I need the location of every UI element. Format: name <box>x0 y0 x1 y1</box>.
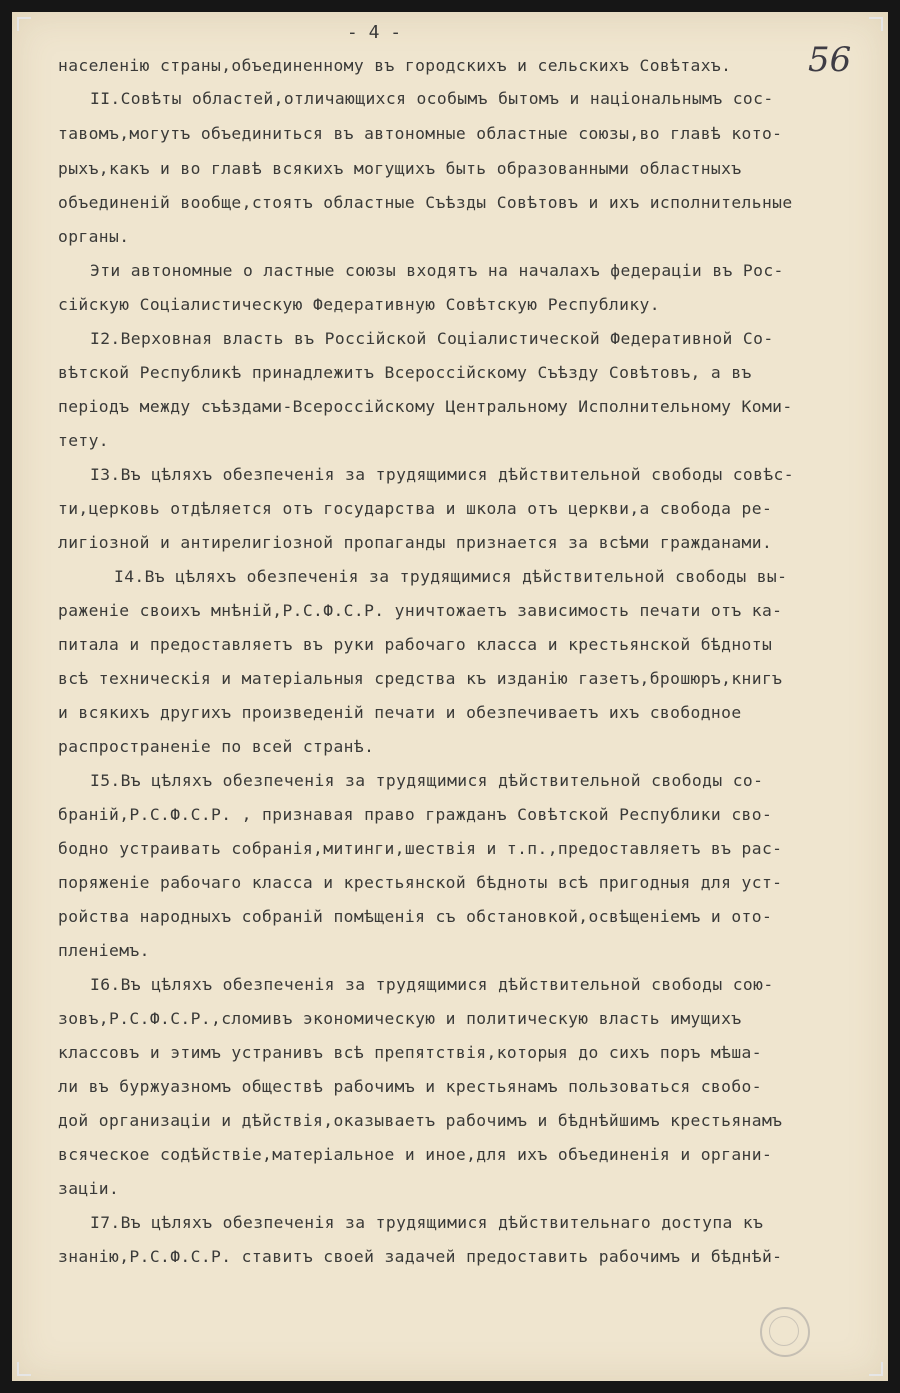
text-line: знанію,Р.С.Ф.С.Р. ставитъ своей задачей предоставить рабочимъ и бѣднѣй- <box>58 1247 783 1266</box>
text-line: органы. <box>58 227 130 246</box>
text-line: тету. <box>58 431 110 450</box>
text-line: лигіозной и антирелигіозной пропаганды признается за всѣми гражданами. <box>58 533 773 552</box>
text-line: рыхъ,какъ и во главѣ всякихъ могущихъ быть образованными областныхъ <box>58 159 742 178</box>
text-line: сійскую Соціалистическую Федеративную Совѣтскую Республику. <box>58 295 660 314</box>
text-line: населенію страны,объединенному въ городскихъ и сельскихъ Совѣтахъ. <box>58 56 732 75</box>
text-line: поряженіе рабочаго класса и крестьянской бѣдноты всѣ пригодныя для уст- <box>58 873 783 892</box>
archive-stamp <box>760 1307 810 1357</box>
crop-mark <box>869 17 883 31</box>
text-line: ти,церковь отдѣляется отъ государства и школа отъ церкви,а свобода ре- <box>58 499 773 518</box>
text-line: I7.Въ цѣляхъ обезпеченія за трудящимися дѣйствительнаго доступа къ <box>90 1213 764 1232</box>
text-line: классовъ и этимъ устранивъ всѣ препятствія,которыя до сихъ поръ мѣша- <box>58 1043 762 1062</box>
text-line: объединеній вообще,стоятъ областные Съѣзды Совѣтовъ и ихъ исполнительные <box>58 193 793 212</box>
page-number: - 4 - <box>346 22 402 43</box>
text-line: I5.Въ цѣляхъ обезпеченія за трудящимися дѣйствительной свободы со- <box>90 771 764 790</box>
text-line: питала и предоставляетъ въ руки рабочаго класса и крестьянской бѣдноты <box>58 635 773 654</box>
text-line: I4.Въ цѣляхъ обезпеченія за трудящимися дѣйствительной свободы вы- <box>114 567 788 586</box>
text-line: и всякихъ другихъ произведеній печати и обезпечиваетъ ихъ свободное <box>58 703 742 722</box>
crop-mark <box>869 1362 883 1376</box>
text-line: распространеніе по всей странѣ. <box>58 737 375 756</box>
text-line: ли въ буржуазномъ обществѣ рабочимъ и крестьянамъ пользоваться свобо- <box>58 1077 762 1096</box>
text-line: зовъ,Р.С.Ф.С.Р.,сломивъ экономическую и политическую власть имущихъ <box>58 1009 742 1028</box>
crop-mark <box>17 1362 31 1376</box>
text-line: раженіе своихъ мнѣній,Р.С.Ф.С.Р. уничтожаетъ зависимость печати отъ ка- <box>58 601 783 620</box>
document-page <box>12 12 888 1381</box>
text-line: ройства народныхъ собраній помѣщенія съ обстановкой,освѣщеніемъ и ото- <box>58 907 773 926</box>
text-line: I3.Въ цѣляхъ обезпеченія за трудящимися дѣйствительной свободы совѣс- <box>90 465 794 484</box>
text-line: всяческое содѣйствіе,матеріальное и иное,для ихъ объединенія и органи- <box>58 1145 773 1164</box>
text-line: I6.Въ цѣляхъ обезпеченія за трудящимися дѣйствительной свободы сою- <box>90 975 774 994</box>
text-line: вѣтской Республикѣ принадлежитъ Всероссійскому Съѣзду Совѣтовъ, а въ <box>58 363 752 382</box>
text-line: заціи. <box>58 1179 120 1198</box>
text-line: тавомъ,могутъ объединиться въ автономные областные союзы,во главѣ кото- <box>58 124 783 143</box>
text-line: I2.Верховная власть въ Россійской Соціалистической Федеративной Со- <box>90 329 774 348</box>
text-line: дой организаціи и дѣйствія,оказываетъ рабочимъ и бѣднѣйшимъ крестьянамъ <box>58 1111 783 1130</box>
text-line: пленіемъ. <box>58 941 150 960</box>
text-line: бодно устраивать собранія,митинги,шествія и т.п.,предоставляетъ въ рас- <box>58 839 783 858</box>
text-line: II.Совѣты областей,отличающихся особымъ бытомъ и національнымъ сос- <box>90 89 774 108</box>
archive-folio-number: 56 <box>808 40 852 80</box>
text-line: Эти автономные о ластные союзы входятъ на началахъ федераціи въ Рос- <box>90 261 784 280</box>
crop-mark <box>17 17 31 31</box>
text-line: всѣ техническія и матеріальныя средства къ изданію газетъ,брошюръ,книгъ <box>58 669 783 688</box>
text-line: періодъ между съѣздами-Всероссійскому Центральному Исполнительному Коми- <box>58 397 793 416</box>
text-line: браній,Р.С.Ф.С.Р. , признавая право гражданъ Совѣтской Республики сво- <box>58 805 773 824</box>
